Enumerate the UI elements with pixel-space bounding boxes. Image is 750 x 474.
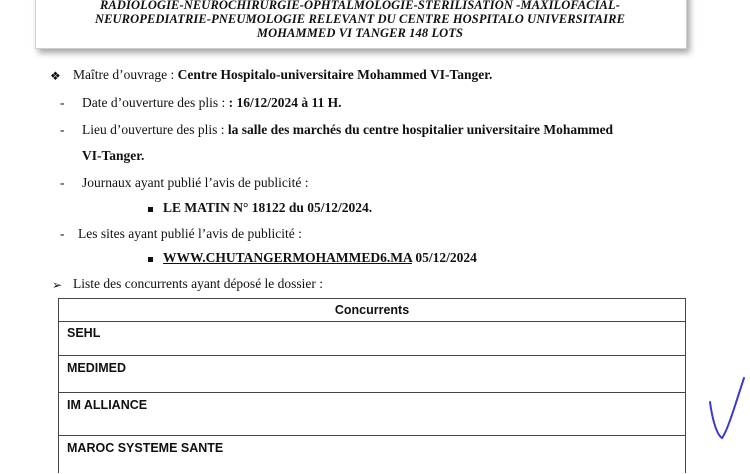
lieu-ouverture-label: Lieu d’ouverture des plis :	[82, 122, 228, 137]
table-cell: MEDIMED	[67, 361, 127, 375]
lieu-ouverture-value: la salle des marchés du centre hospitalier universitaire Mohammed	[227, 122, 614, 137]
maitre-ouvrage-value: Centre Hospitalo-universitaire Mohammed VI-Tanger.	[177, 67, 493, 82]
square-bullet-icon	[148, 257, 153, 262]
site-link[interactable]: WWW.CHUTANGERMOHAMMED6.MA	[163, 250, 412, 265]
table-header: Concurrents	[59, 299, 685, 322]
site-date: 05/12/2024	[412, 250, 477, 265]
liste-label: Liste des concurrents ayant déposé le dossier :	[73, 276, 324, 291]
table-row	[59, 321, 685, 356]
sites-item	[163, 250, 477, 266]
journaux-label: Journaux ayant publié l’avis de publicité :	[82, 175, 309, 190]
table-cell: IM ALLIANCE	[67, 398, 148, 412]
sites-label: Les sites ayant publié l’avis de publicité :	[78, 226, 302, 241]
dash-bullet-icon: -	[60, 175, 65, 190]
journaux-item	[163, 200, 372, 216]
title-line-1: RADIOLOGIE-NEUROCHIRURGIE-OPHTALMOLOGIE-STERILISATION -MAXILOFACIAL-	[100, 0, 620, 12]
maitre-ouvrage-row	[73, 67, 492, 83]
table-row	[59, 436, 685, 474]
table-row	[59, 356, 685, 393]
lieu-ouverture-value-2: VI-Tanger.	[82, 148, 145, 163]
dash-bullet-icon: -	[60, 226, 65, 241]
title-line-3: MOHAMMED VI TANGER 148 LOTS	[256, 26, 464, 40]
arrow-bullet-icon: ➢	[52, 278, 63, 292]
table-row	[59, 393, 685, 436]
dash-bullet-icon: -	[60, 95, 65, 110]
table-cell: SEHL	[67, 326, 101, 340]
lieu-ouverture-row	[82, 122, 613, 138]
competitors-table	[58, 298, 686, 473]
square-bullet-icon	[148, 207, 153, 212]
lieu-ouverture-row-2	[82, 148, 144, 164]
date-ouverture-label: Date d’ouverture des plis :	[82, 95, 229, 110]
dash-bullet-icon: -	[60, 122, 65, 137]
date-ouverture-value: : 16/12/2024 à 11 H.	[228, 95, 342, 110]
journaux-item-text: LE MATIN N° 18122 du 05/12/2024.	[163, 200, 373, 215]
maitre-ouvrage-label: Maître d’ouvrage :	[73, 67, 178, 82]
table-cell: MAROC SYSTEME SANTE	[67, 441, 224, 455]
diamond-bullet-icon: ❖	[50, 69, 61, 83]
date-ouverture-row	[82, 95, 341, 111]
title-line-2: NEUROPEDIATRIE-PNEUMOLOGIE RELEVANT DU CENTRE HOSPITALO UNIVERSITAIRE	[94, 12, 626, 26]
handwritten-check-icon	[700, 372, 748, 442]
